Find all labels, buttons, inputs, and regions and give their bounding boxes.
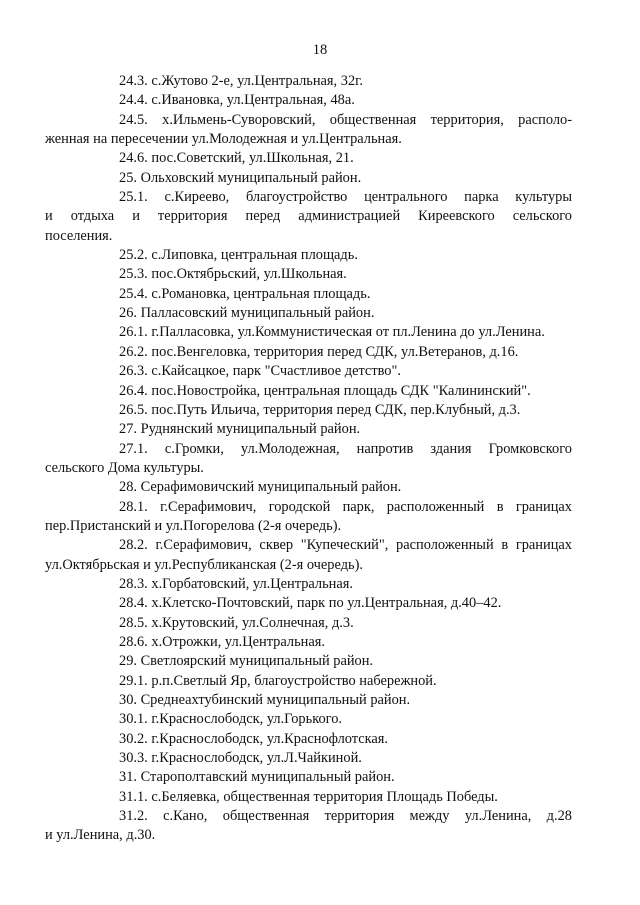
paragraph-line: 26.1. г.Палласовка, ул.Коммунистическая от пл.Ленина до ул.Ленина. (119, 324, 545, 341)
document-paragraph (82, 575, 572, 594)
document-paragraph (82, 246, 572, 265)
document-paragraph (82, 323, 572, 342)
paragraph-line: 24.5. х.Ильмень-Суворовский, общественная территория, располо- (119, 111, 572, 128)
paragraph-line: 27. Руднянский муниципальный район. (119, 421, 361, 438)
document-paragraph (82, 72, 572, 91)
document-paragraph (82, 788, 572, 807)
paragraph-line: 25.4. с.Романовка, центральная площадь. (119, 285, 371, 302)
document-paragraph (82, 304, 572, 323)
document-paragraph (82, 710, 572, 729)
document-body (45, 72, 572, 846)
document-paragraph (82, 633, 572, 652)
paragraph-line: 28.6. х.Отрожки, ул.Центральная. (119, 633, 325, 650)
paragraph-line: 25.2. с.Липовка, центральная площадь. (119, 247, 358, 264)
document-paragraph (82, 91, 572, 110)
paragraph-line: 28.1. г.Серафимович, городской парк, расположенный в границах (119, 498, 572, 515)
document-paragraph (45, 440, 572, 479)
document-paragraph (82, 691, 572, 710)
document-paragraph (82, 594, 572, 613)
document-paragraph (45, 536, 572, 575)
document-paragraph (82, 401, 572, 420)
paragraph-line: 26.3. с.Кайсацкое, парк "Счастливое детство". (119, 363, 401, 380)
paragraph-line: сельского Дома культуры. (45, 459, 204, 476)
paragraph-line: 31. Старополтавский муниципальный район. (119, 769, 395, 786)
document-paragraph (45, 807, 572, 846)
paragraph-line: 25.1. с.Киреево, благоустройство центрального парка культуры (119, 189, 572, 206)
document-paragraph (45, 111, 572, 150)
document-paragraph (82, 169, 572, 188)
paragraph-line: 25. Ольховский муниципальный район. (119, 169, 362, 186)
paragraph-line: 31.2. с.Кано, общественная территория между ул.Ленина, д.28 (119, 808, 572, 825)
paragraph-line: 28.3. х.Горбатовский, ул.Центральная. (119, 575, 353, 592)
paragraph-line: 30. Среднеахтубинский муниципальный район. (119, 692, 411, 708)
paragraph-line: 26.5. пос.Путь Ильича, территория перед СДК, пер.Клубный, д.3. (119, 401, 521, 418)
paragraph-line: 26. Палласовский муниципальный район. (119, 305, 375, 322)
document-paragraph (45, 498, 572, 537)
document-paragraph (82, 478, 572, 497)
paragraph-line: 24.3. с.Жутово 2-е, ул.Центральная, 32г. (119, 73, 364, 89)
paragraph-line: и ул.Ленина, д.30. (45, 827, 156, 844)
document-paragraph (82, 749, 572, 768)
paragraph-line: 29.1. р.п.Светлый Яр, благоустройство набережной. (119, 672, 437, 689)
document-paragraph (82, 265, 572, 284)
paragraph-line: 26.4. пос.Новостройка, центральная площадь СДК "Калининский". (119, 382, 531, 399)
document-paragraph (82, 382, 572, 401)
document-paragraph (82, 652, 572, 671)
paragraph-line: поселения. (45, 227, 113, 244)
paragraph-line: 28.4. х.Клетско-Почтовский, парк по ул.Центральная, д.40–42. (119, 595, 502, 612)
document-paragraph (82, 149, 572, 168)
paragraph-line: 28. Серафимовичский муниципальный район. (119, 479, 402, 496)
paragraph-line: 30.2. г.Краснослободск, ул.Краснофлотская. (119, 730, 389, 747)
paragraph-line: женная на пересечении ул.Молодежная и ул.Центральная. (45, 131, 402, 148)
paragraph-line: 29. Светлоярский муниципальный район. (119, 653, 374, 670)
page-number: 18 (312, 42, 328, 58)
document-paragraph (82, 614, 572, 633)
document-paragraph (82, 285, 572, 304)
document-paragraph (82, 672, 572, 691)
paragraph-line: 26.2. пос.Венгеловка, территория перед СДК, ул.Ветеранов, д.16. (119, 343, 519, 360)
paragraph-line: пер.Пристанский и ул.Погорелова (2-я очередь). (45, 517, 342, 534)
paragraph-line: ул.Октябрьская и ул.Республиканская (2-я очередь). (45, 556, 363, 573)
paragraph-line: 25.3. пос.Октябрьский, ул.Школьная. (119, 266, 347, 283)
document-paragraph (82, 343, 572, 362)
paragraph-line: 31.1. с.Беляевка, общественная территория Площадь Победы. (119, 788, 498, 805)
paragraph-line: 27.1. с.Громки, ул.Молодежная, напротив здания Громковского (119, 440, 572, 457)
paragraph-line: 24.6. пос.Советский, ул.Школьная, 21. (119, 150, 354, 167)
paragraph-line: 28.2. г.Серафимович, сквер "Купеческий", расположенный в границах (119, 537, 572, 554)
document-paragraph (82, 730, 572, 749)
document-paragraph (82, 420, 572, 439)
paragraph-line: 30.1. г.Краснослободск, ул.Горького. (119, 711, 342, 728)
paragraph-line: 28.5. х.Крутовский, ул.Солнечная, д.3. (119, 614, 354, 631)
paragraph-line: 24.4. с.Ивановка, ул.Центральная, 48а. (119, 92, 355, 109)
document-paragraph (82, 362, 572, 381)
document-paragraph (82, 768, 572, 787)
paragraph-line: 30.3. г.Краснослободск, ул.Л.Чайкиной. (119, 750, 362, 767)
paragraph-line: и отдыха и территория перед администрацией Киреевского сельского (45, 208, 572, 225)
document-paragraph (45, 188, 572, 246)
